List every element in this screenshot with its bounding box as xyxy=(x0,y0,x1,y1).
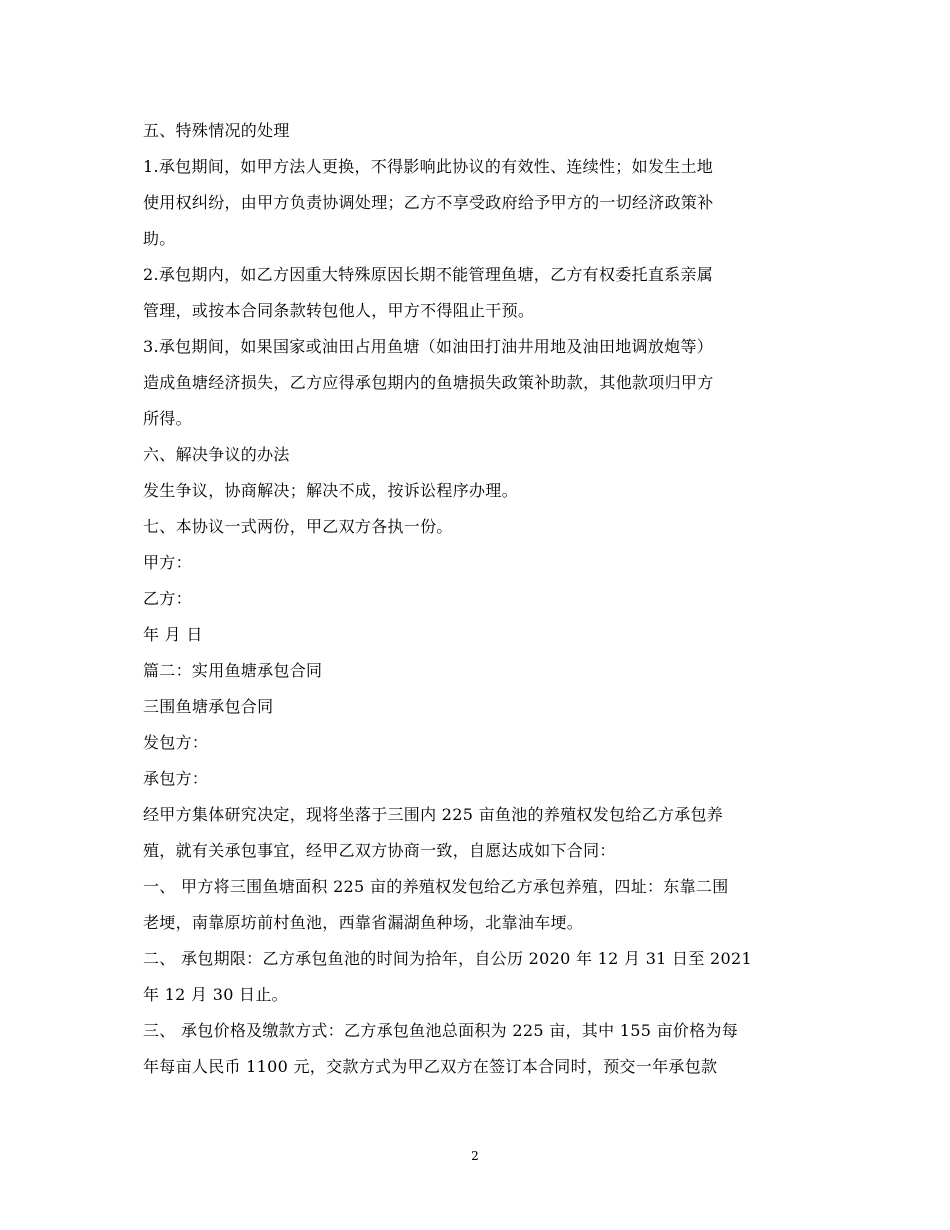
paragraph-line: 2.承包期内，如乙方因重大特殊原因长期不能管理鱼塘，乙方有权委托直系亲属 xyxy=(143,265,714,284)
part-two-heading: 篇二：实用鱼塘承包合同 xyxy=(143,661,323,680)
clause-three-line: 三、 承包价格及缴款方式：乙方承包鱼池总面积为 225 亩，其中 155 亩价格为每 xyxy=(143,1021,739,1040)
paragraph-line: 造成鱼塘经济损失，乙方应得承包期内的鱼塘损失政策补助款，其他款项归甲方 xyxy=(143,373,714,392)
paragraph-line: 发生争议，协商解决；解决不成，按诉讼程序办理。 xyxy=(143,481,518,500)
paragraph-line: 管理，或按本合同条款转包他人，甲方不得阻止干预。 xyxy=(143,301,535,320)
paragraph-line: 老埂，南靠原坊前村鱼池，西靠省漏湖鱼种场，北靠油车埂。 xyxy=(143,913,584,932)
paragraph-line: 使用权纠纷，由甲方负责协调处理；乙方不享受政府给予甲方的一切经济政策补 xyxy=(143,193,714,212)
paragraph-line: 助。 xyxy=(143,229,176,248)
paragraph-line: 殖，就有关承包事宜，经甲乙双方协商一致，自愿达成如下合同： xyxy=(143,841,616,860)
clause-one-line: 一、 甲方将三围鱼塘面积 225 亩的养殖权发包给乙方承包养殖，四址：东靠二围 xyxy=(143,877,729,896)
clause-two-line: 二、 承包期限：乙方承包鱼池的时间为拾年，自公历 2020 年 12 月 31 日至 2021 xyxy=(143,949,752,968)
document-body xyxy=(143,113,803,1085)
section-heading-dispute-resolution: 六、解决争议的办法 xyxy=(143,445,290,464)
section-heading-special-cases: 五、特殊情况的处理 xyxy=(143,121,290,140)
page-number: 2 xyxy=(471,1149,479,1163)
signature-party-a: 甲方： xyxy=(143,553,192,572)
paragraph-line: 经甲方集体研究决定，现将坐落于三围内 225 亩鱼池的养殖权发包给乙方承包养 xyxy=(143,805,724,824)
signature-party-b: 乙方： xyxy=(143,589,192,608)
contract-title: 三围鱼塘承包合同 xyxy=(143,697,274,716)
section-heading-copies: 七、本协议一式两份，甲乙双方各执一份。 xyxy=(143,517,453,536)
paragraph-line: 年 12 月 30 日止。 xyxy=(143,985,288,1004)
signature-date: 年 月 日 xyxy=(143,625,203,644)
paragraph-line: 所得。 xyxy=(143,409,192,428)
contractor-issuer-label: 发包方： xyxy=(143,733,209,752)
paragraph-line: 3.承包期间，如果国家或油田占用鱼塘（如油田打油井用地及油田地调放炮等） xyxy=(143,337,714,356)
paragraph-line: 年每亩人民币 1100 元，交款方式为甲乙双方在签订本合同时，预交一年承包款 xyxy=(143,1057,718,1076)
paragraph-line: 1.承包期间，如甲方法人更换，不得影响此协议的有效性、连续性；如发生土地 xyxy=(143,157,714,176)
contractor-label: 承包方： xyxy=(143,769,209,788)
